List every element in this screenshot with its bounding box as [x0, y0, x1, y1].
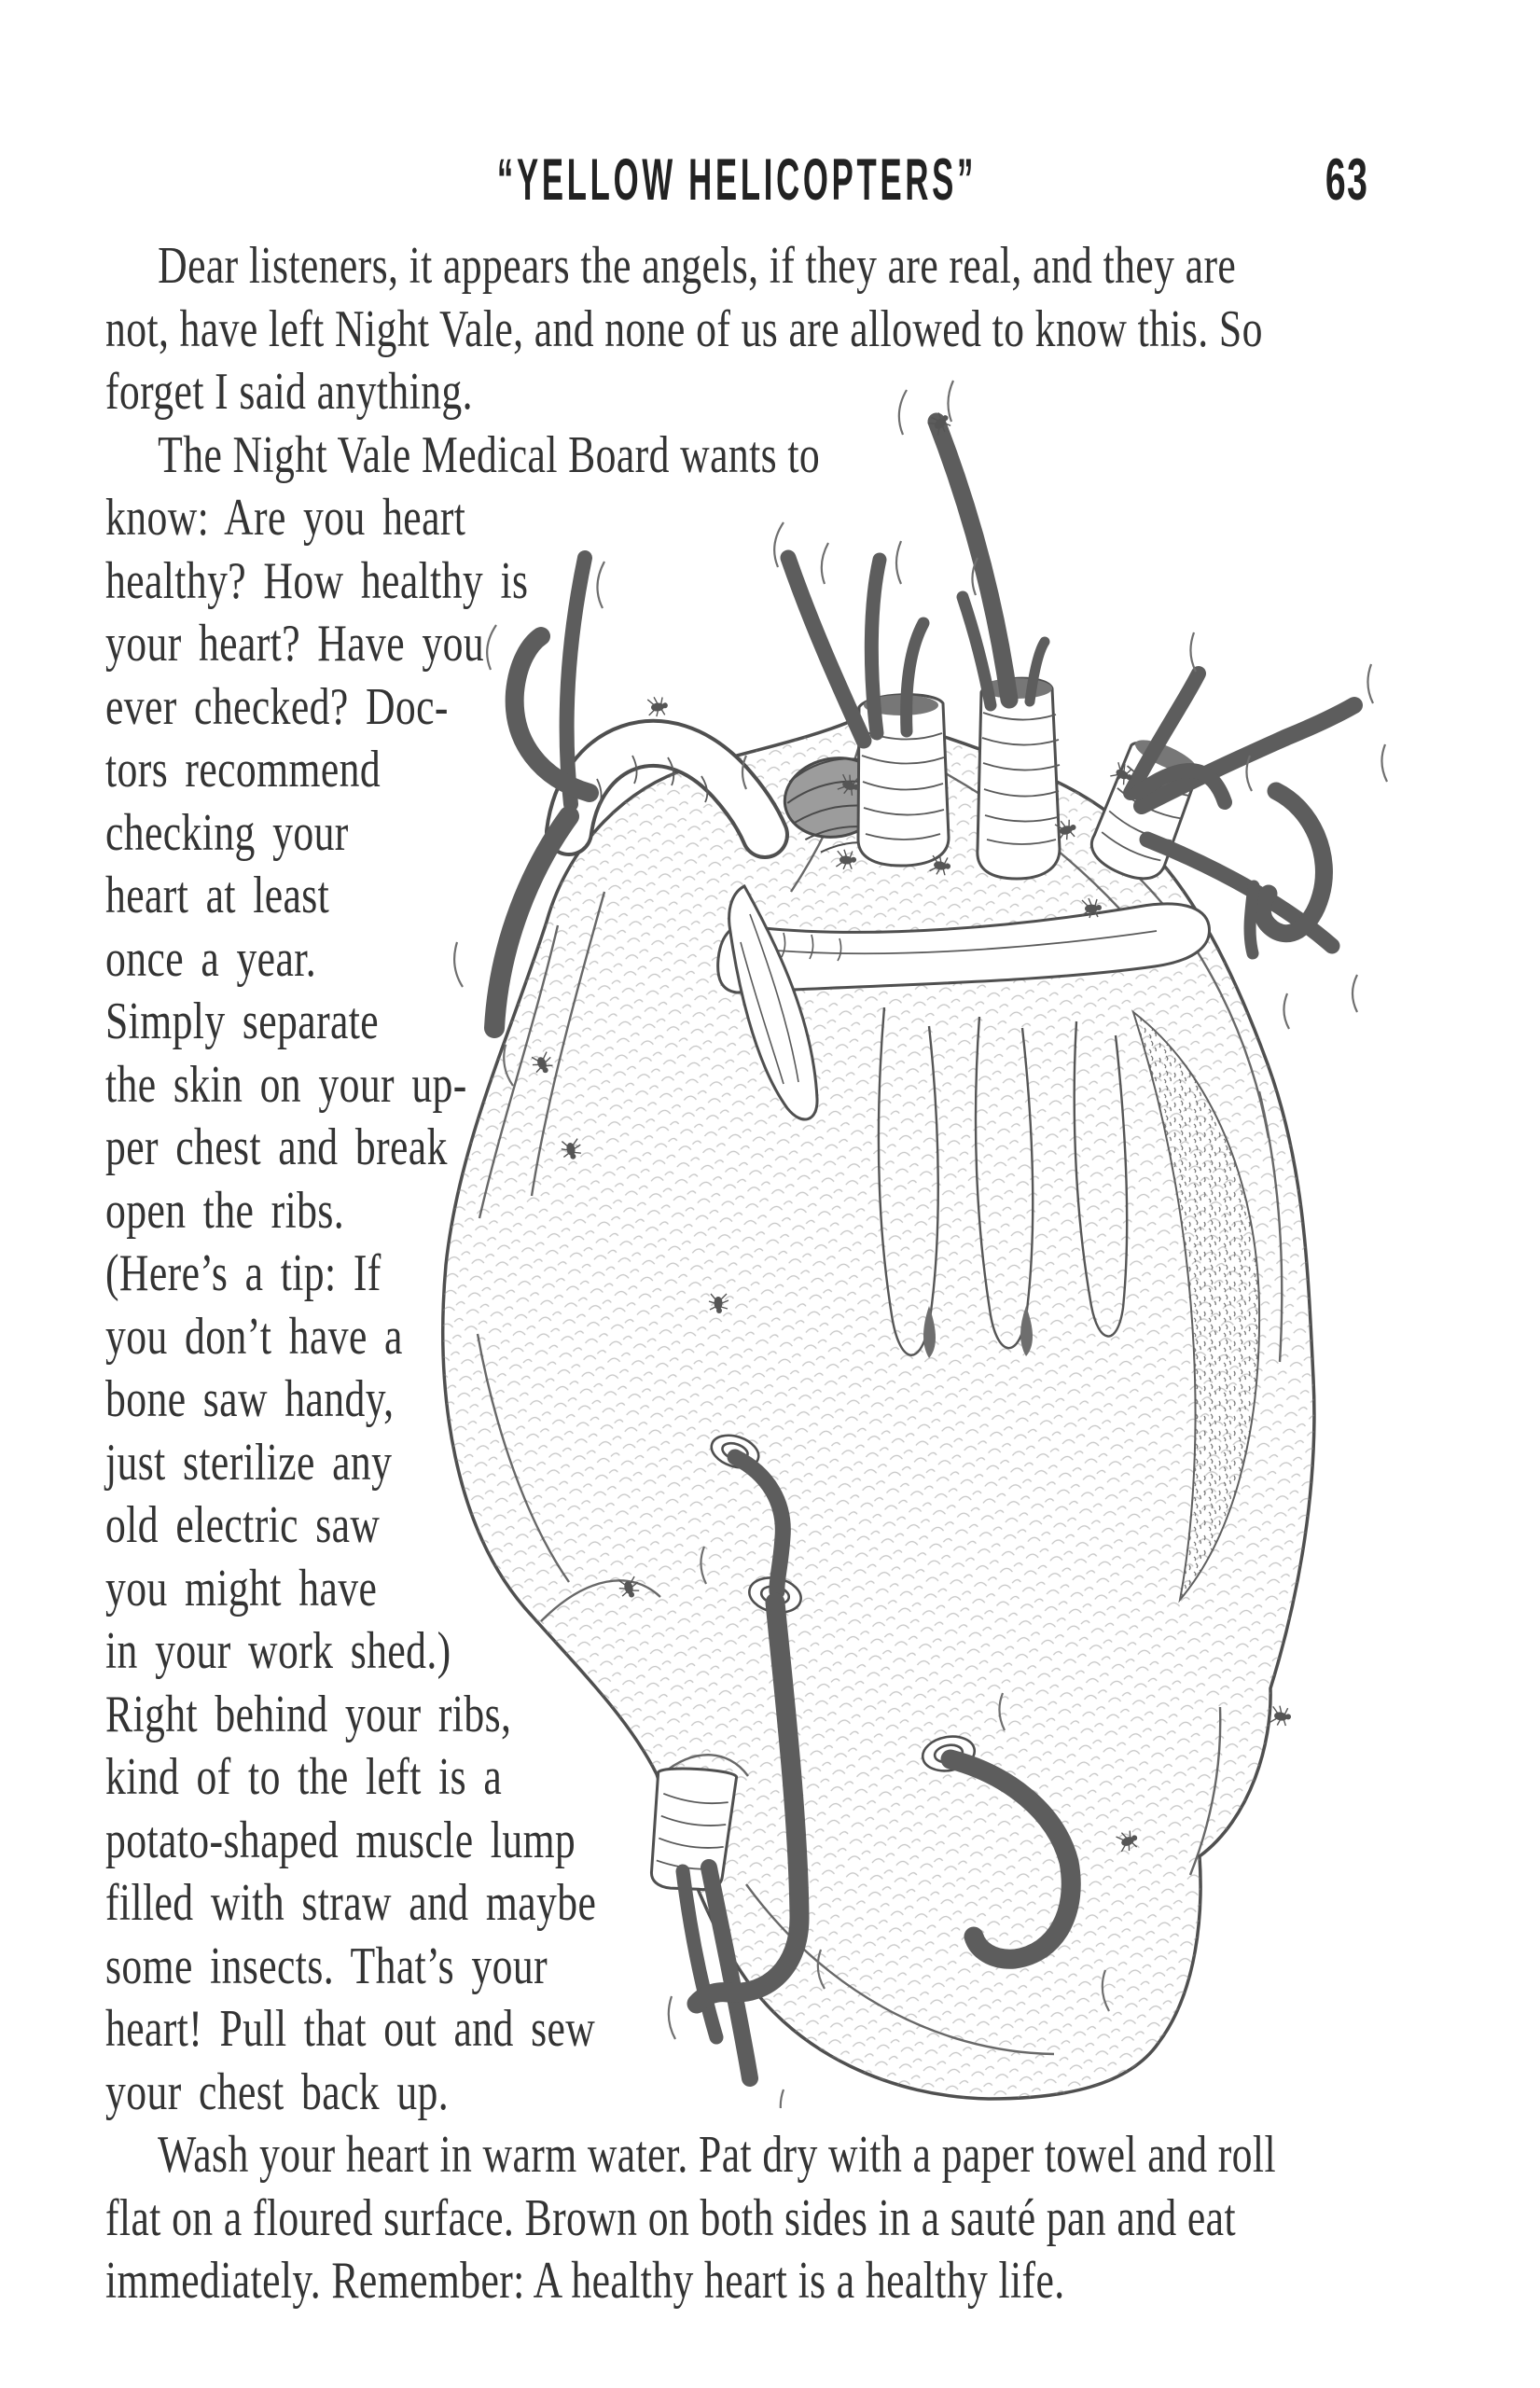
text-line: potato-shaped muscle lump	[105, 1811, 576, 1869]
text-line: flat on a floured surface. Brown on both sides in a sauté pan and eat	[105, 2188, 1236, 2247]
fly-icon	[647, 696, 669, 717]
running-title: “YELLOW HELICOPTERS”	[496, 146, 978, 213]
text-line: filled with straw and maybe	[105, 1874, 597, 1932]
text-line: once a year.	[105, 929, 317, 988]
text-line: in your work shed.)	[105, 1622, 451, 1680]
text-line: ever checked? Doc-	[105, 677, 449, 736]
text-line: heart! Pull that out and sew	[105, 2000, 596, 2058]
text-line: heart at least	[105, 867, 330, 924]
text-line: just sterilize any	[105, 1433, 393, 1492]
text-line: not, have left Night Vale, and none of us are allowed to know this. So	[105, 299, 1263, 358]
heart-illustration	[261, 233, 1408, 2108]
text-line: you might have	[105, 1559, 378, 1617]
worm	[871, 560, 880, 733]
text-line: checking your	[105, 803, 349, 862]
worm	[1250, 886, 1254, 953]
text-line: Simply separate	[105, 993, 380, 1050]
text-line: The Night Vale Medical Board wants to	[158, 425, 821, 484]
worm	[936, 422, 1009, 700]
text-line: know: Are you heart	[105, 489, 466, 547]
text-line: your chest back up.	[105, 2062, 450, 2121]
text-line: tors recommend	[105, 741, 382, 798]
tube-bottom	[646, 1765, 737, 1894]
text-line: Wash your heart in warm water. Pat dry with a paper towel and roll	[158, 2126, 1276, 2184]
text-line: some insects. That’s your	[105, 1937, 548, 1995]
text-line: you don’t have a	[105, 1307, 403, 1366]
text-line: your heart? Have you	[105, 615, 485, 673]
text-line: bone saw handy,	[105, 1370, 395, 1428]
text-line: per chest and break	[105, 1118, 448, 1176]
text-line: (Here’s a tip: If	[105, 1244, 382, 1302]
text-line: Dear listeners, it appears the angels, if they are real, and they are	[158, 237, 1237, 295]
text-line: the skin on your up-	[105, 1055, 467, 1114]
text-line: immediately. Remember: A healthy heart is a healthy life.	[105, 2252, 1065, 2310]
text-line: open the ribs.	[105, 1181, 345, 1240]
text-line: forget I said anything.	[105, 363, 473, 421]
page-header	[105, 146, 1368, 211]
worm	[788, 558, 864, 741]
page-number: 63	[1325, 146, 1368, 213]
text-line: kind of to the left is a	[105, 1748, 503, 1806]
text-line: Right behind your ribs,	[105, 1685, 512, 1743]
text-line: healthy? How healthy is	[105, 551, 529, 610]
fly-icon	[1269, 1704, 1292, 1727]
text-line: old electric saw	[105, 1496, 381, 1554]
